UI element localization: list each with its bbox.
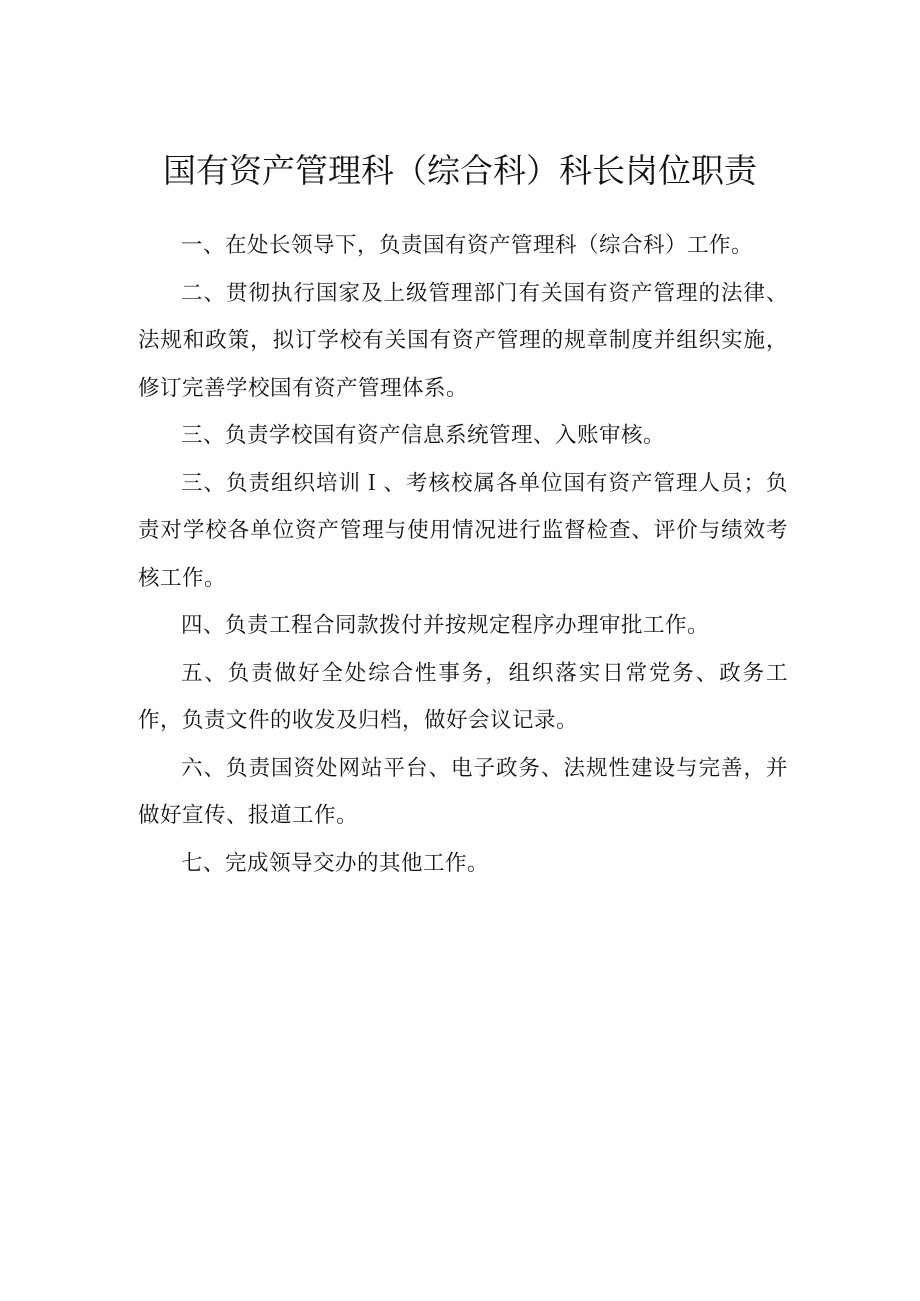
duty-paragraph-2: 二、贯彻执行国家及上级管理部门有关国有资产管理的法律、法规和政策，拟订学校有关国有资产管理的规章制度并组织实施，修订完善学校国有资产管理体系。 xyxy=(138,280,788,401)
duty-paragraph-6: 五、负责做好全处综合性事务，组织落实日常党务、政务工作，负责文件的收发及归档，做好会议记录。 xyxy=(138,660,788,733)
duty-paragraph-3: 三、负责学校国有资产信息系统管理、入账审核。 xyxy=(181,423,666,448)
duty-paragraph-4: 三、负责组织培训Ｉ、考核校属各单位国有资产管理人员；负责对学校各单位资产管理与使用情况进行监督检查、评价与绩效考核工作。 xyxy=(138,470,788,591)
document-body xyxy=(138,222,788,887)
duty-paragraph-8: 七、完成领导交办的其他工作。 xyxy=(181,850,490,876)
duty-paragraph-5: 四、负责工程合同款拨付并按规定程序办理审批工作。 xyxy=(181,613,710,638)
document-title: 国有资产管理科（综合科）科长岗位职责 xyxy=(163,151,757,190)
duty-paragraph-1: 一、在处长领导下，负责国有资产管理科（综合科）工作。 xyxy=(181,233,754,258)
duty-paragraph-7: 六、负责国资处网站平台、电子政务、法规性建设与完善，并做好宣传、报道工作。 xyxy=(138,755,788,828)
